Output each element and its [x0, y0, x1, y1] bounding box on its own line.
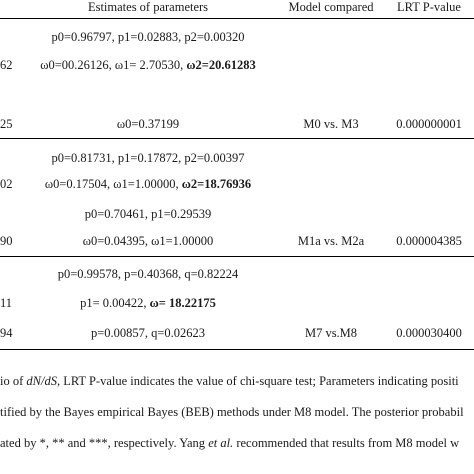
- lnl-cell: 62: [0, 58, 13, 72]
- pvalue-cell: 0.000000001: [396, 117, 462, 131]
- estimate-cell: p=0.00857, q=0.02623: [90, 326, 206, 340]
- model-compared-cell: M7 vs.M8: [304, 326, 358, 340]
- group-rule: [0, 256, 474, 257]
- header-rule: [0, 18, 474, 19]
- pvalue-cell: 0.000004385: [396, 234, 462, 248]
- estimate-cell: p0=0.96797, p1=0.02883, p2=0.00320: [51, 30, 245, 44]
- model-compared-cell: M1a vs. M2a: [297, 234, 365, 248]
- estimate-cell: p0=0.81731, p1=0.17872, p2=0.00397: [51, 151, 245, 165]
- estimate-cell: p0=0.70461, p1=0.29539: [84, 207, 212, 221]
- lnl-cell: 02: [0, 177, 13, 191]
- estimate-cell: p1= 0.00422, ω= 18.22175: [80, 296, 216, 310]
- lnl-cell: 90: [0, 234, 13, 248]
- lnl-cell: 11: [0, 296, 13, 310]
- estimate-bold: ω2=18.76936: [181, 177, 252, 191]
- estimate-cell: ω0=00.26126, ω1= 2.70530, ω2=20.61283: [40, 58, 256, 72]
- estimate-cell: p0=0.99578, p=0.40368, q=0.82224: [57, 267, 239, 281]
- lnl-cell: 94: [0, 326, 13, 340]
- footnote-line-1: io of dN/dS, LRT P-value indicates the value of chi-square test; Parameters indicating positi: [0, 374, 459, 388]
- footnote-line-2: tified by the Bayes empirical Bayes (BEB) methods under M8 model. The posterior probabil: [0, 405, 464, 419]
- table-bottom-rule: [0, 349, 474, 350]
- estimate-cell: ω0=0.17504, ω1=1.00000, ω2=18.76936: [44, 177, 252, 191]
- estimate-cell: ω0=0.37199: [116, 117, 180, 131]
- model-compared-cell: M0 vs. M3: [303, 117, 359, 131]
- estimate-bold: ω2=20.61283: [186, 58, 256, 72]
- pvalue-cell: 0.000030400: [396, 326, 462, 340]
- footnote-line-3: ated by *, ** and ***, respectively. Yang et al. recommended that results from M8 model w: [0, 436, 460, 450]
- header-model-compared: Model compared: [288, 0, 374, 14]
- header-lrt-pvalue: LRT P-value: [397, 0, 461, 14]
- header-estimates: Estimates of parameters: [87, 0, 209, 14]
- group-rule: [0, 138, 474, 139]
- lnl-cell: 25: [0, 117, 13, 131]
- estimate-cell: ω0=0.04395, ω1=1.00000: [82, 234, 214, 248]
- estimate-bold: ω= 18.22175: [149, 296, 216, 310]
